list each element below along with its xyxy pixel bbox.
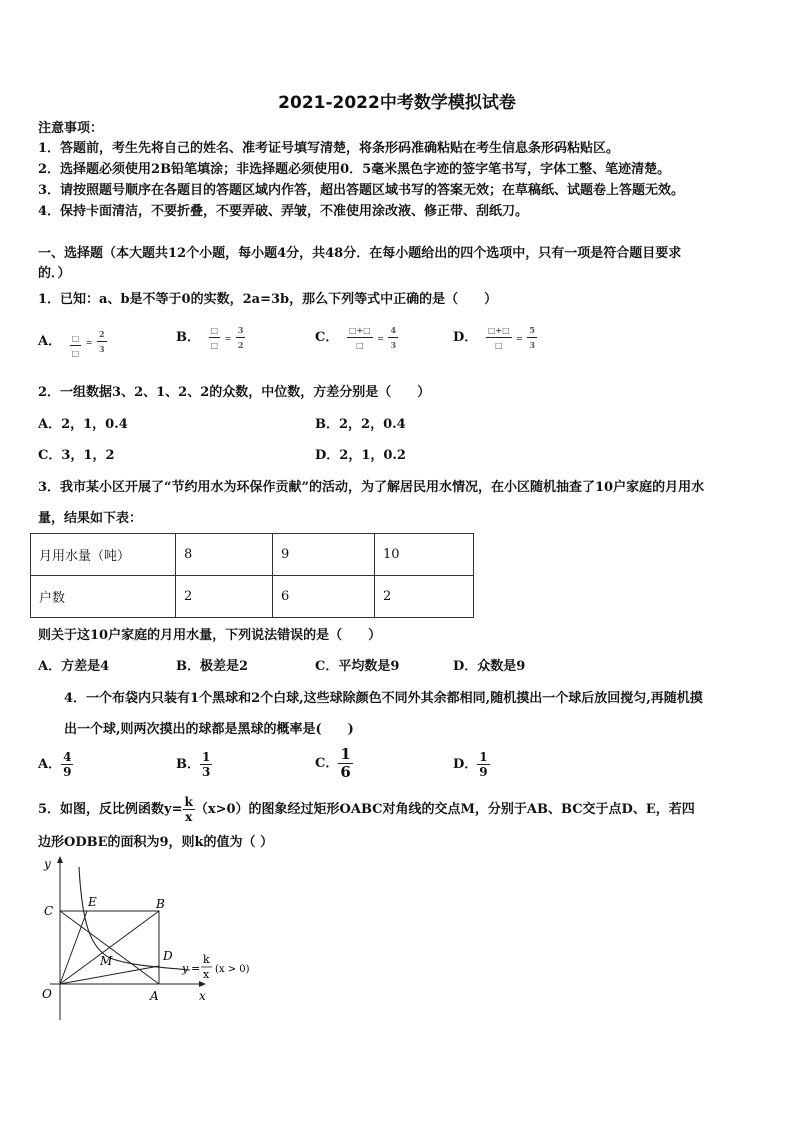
water-usage-table — [30, 533, 474, 618]
x-axis-arrow-icon — [199, 981, 206, 987]
q1-option-a: A． $\frac{□}{□}$ = $\frac{2}{3}$ — [38, 329, 105, 358]
label-b: B — [156, 897, 165, 911]
q3-option-d: D．众数是9 — [453, 659, 526, 674]
func-label-num: k — [203, 953, 210, 966]
table-cell: 8 — [176, 534, 273, 576]
q2-stem: 2．一组数据3、2、1、2、2的众数，中位数，方差分别是（ ） — [38, 385, 431, 400]
notice-item-2: 2．选择题必须使用2B铅笔填涂；非选择题必须使用0．5毫米黑色字迹的签字笔书写，字体工整、笔迹清楚。 — [38, 162, 671, 177]
label-m: M — [100, 954, 113, 968]
q1-option-b: B． $\frac{□}{□}$ = $\frac{3}{2}$ — [176, 325, 244, 350]
q5-stem-line2: 边形ODBE的面积为9，则k的值为（ ） — [38, 835, 274, 850]
table-cell: 2 — [176, 576, 273, 618]
table-cell: 月用水量（吨） — [31, 534, 176, 576]
label-a: A — [150, 989, 159, 1003]
q4-stem-line2: 出一个球,则两次摸出的球都是黑球的概率是( ) — [64, 722, 354, 737]
func-label-cond: (x > 0) — [215, 964, 250, 975]
q4-option-a: A． $\frac{4}{9}$ — [38, 750, 72, 779]
label-e: E — [88, 895, 97, 909]
q3-option-a: A．方差是4 — [38, 659, 110, 674]
q4-stem-line1: 4．一个布袋内只装有1个黑球和2个白球,这些球除颜色不同外其余都相同,随机摸出一个球后放回搅匀,再随机摸 — [64, 691, 703, 706]
q2-option-d: D．2，1，0.2 — [315, 448, 406, 463]
label-d: D — [163, 949, 173, 963]
func-label-y: y — [182, 962, 189, 975]
q2-option-c: C．3，1，2 — [38, 448, 115, 463]
q4-option-c: C． $\frac{1}{6}$ — [315, 745, 351, 781]
q3-option-c: C．平均数是9 — [315, 659, 400, 674]
notice-item-4: 4．保持卡面清洁，不要折叠，不要弄破、弄皱，不准使用涂改液、修正带、刮纸刀。 — [38, 204, 529, 219]
label-y: y — [44, 857, 51, 871]
segment-oe — [60, 911, 87, 984]
label-c: C — [44, 904, 54, 918]
notice-item-1: 1．答题前，考生先将自己的姓名、准考证号填写清楚，将条形码准确粘贴在考生信息条形码粘贴区。 — [38, 141, 620, 156]
q3-stem-line1: 3．我市某小区开展了“节约用水为环保作贡献”的活动，为了解居民用水情况，在小区随机抽查了10户家庭的月用水 — [38, 480, 705, 495]
table-cell: 10 — [375, 534, 474, 576]
table-row — [31, 534, 474, 576]
q1-option-c: C． $\frac{□+□}{□}$ = $\frac{4}{3}$ — [315, 325, 397, 350]
q1-option-d: D． $\frac{□+□}{□}$ = $\frac{5}{3}$ — [453, 325, 535, 350]
table-cell: 6 — [273, 576, 375, 618]
q2-option-a: A．2，1，0.4 — [38, 417, 128, 432]
q4-option-b: B． $\frac{1}{3}$ — [176, 750, 211, 779]
table-cell: 2 — [375, 576, 474, 618]
q3-stem-line2: 量，结果如下表： — [38, 511, 143, 526]
table-row — [31, 576, 474, 618]
y-axis-arrow-icon — [57, 856, 63, 863]
label-o: O — [42, 987, 52, 1001]
hyperbola-curve — [79, 867, 190, 970]
q2-option-b: B．2，2，0.4 — [315, 417, 406, 432]
table-cell: 户数 — [31, 576, 176, 618]
notice-heading: 注意事项： — [38, 121, 104, 136]
segment-od — [60, 966, 159, 984]
section1-line1: 一、选择题（本大题共12个小题，每小题4分，共48分．在每小题给出的四个选项中，只有一项是符合题目要求 — [38, 246, 682, 261]
q5-figure — [30, 852, 270, 1024]
notice-item-3: 3．请按照题号顺序在各题目的答题区域内作答，超出答题区域书写的答案无效；在草稿纸、试题卷上答题无效。 — [38, 183, 685, 198]
func-label-eq: = — [191, 962, 201, 975]
q4-option-d: D． $\frac{1}{9}$ — [453, 750, 488, 779]
func-label-den: x — [203, 968, 210, 981]
label-x: x — [199, 989, 206, 1003]
q3-option-b: B．极差是2 — [176, 659, 249, 674]
q5-stem-line1: 5．如图，反比例函数y= $\frac{k}{x}$ （x>0）的图象经过矩形OABC对角线的交点M，分别于AB、BC交于点D、E，若四 — [38, 795, 695, 824]
section1-line2: 的．） — [38, 266, 71, 281]
table-cell: 9 — [273, 534, 375, 576]
page-title: 2021-2022中考数学模拟试卷 — [278, 93, 516, 113]
q1-stem: 1．已知：a、b是不等于0的实数，2a=3b，那么下列等式中正确的是（ ） — [38, 292, 498, 307]
q3-after: 则关于这10户家庭的月用水量，下列说法错误的是（ ） — [38, 628, 382, 643]
